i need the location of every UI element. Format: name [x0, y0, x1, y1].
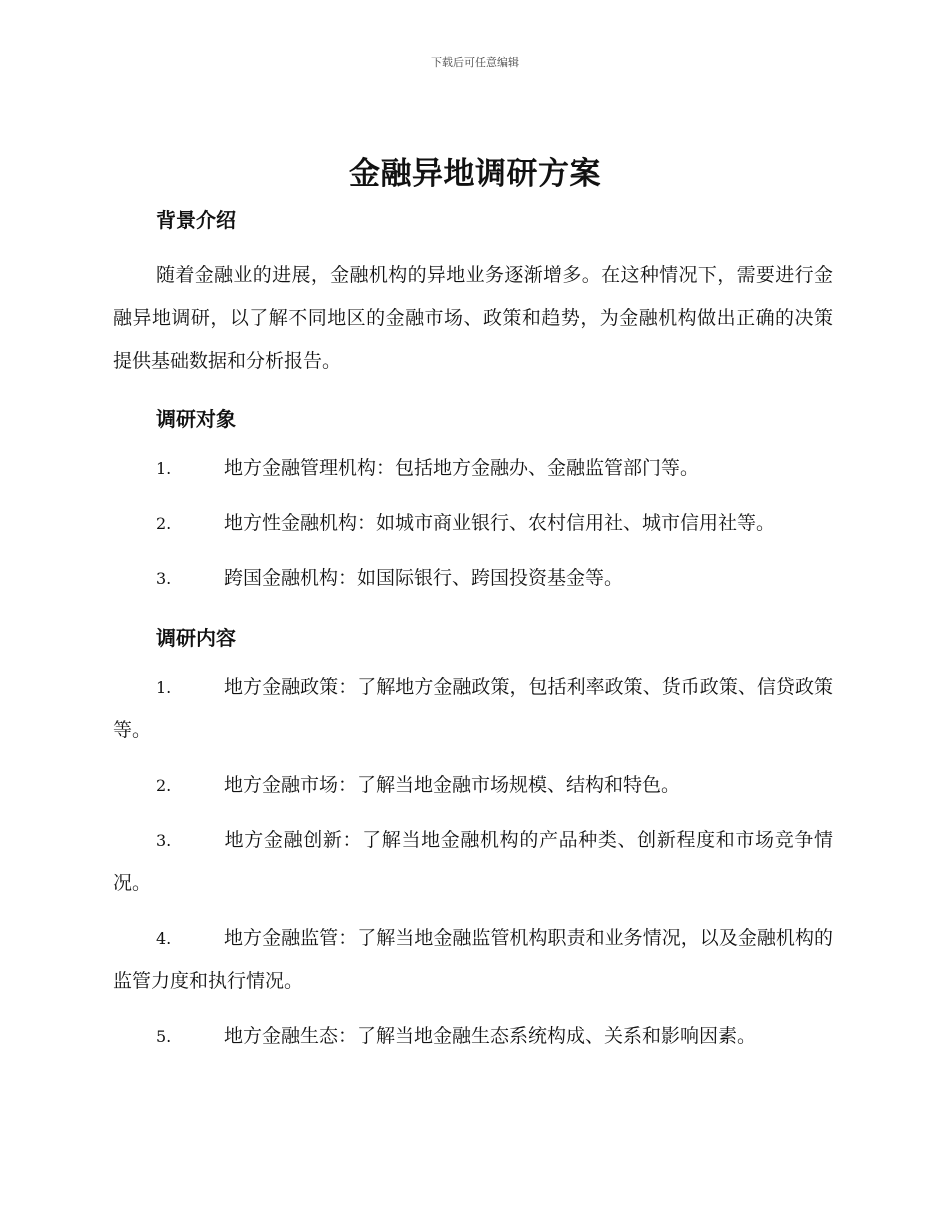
list-item-number: 1. — [156, 678, 172, 697]
list-item-text: 地方金融创新：了解当地金融机构的产品种类、创新程度和市场竞争情况。 — [113, 829, 833, 894]
list-item — [113, 819, 833, 905]
list-item-number: 2. — [156, 776, 172, 795]
header-note: 下载后可任意编辑 — [431, 56, 519, 69]
list-item-text: 地方金融市场：了解当地金融市场规模、结构和特色。 — [224, 774, 681, 796]
list-item-text: 地方金融监管：了解当地金融监管机构职责和业务情况，以及金融机构的监管力度和执行情况。 — [113, 927, 833, 992]
list-item — [113, 1015, 833, 1058]
background-paragraph: 随着金融业的进展，金融机构的异地业务逐渐增多。在这种情况下，需要进行金融异地调研，以了解不同地区的金融市场、政策和趋势，为金融机构做出正确的决策提供基础数据和分析报告。 — [113, 264, 833, 372]
list-item — [113, 502, 833, 545]
list-item-text: 地方金融生态：了解当地金融生态系统构成、关系和影响因素。 — [224, 1025, 757, 1047]
list-item — [113, 557, 833, 600]
list-item — [113, 666, 833, 752]
list-item-text: 地方性金融机构：如城市商业银行、农村信用社、城市信用社等。 — [224, 512, 776, 534]
list-item-text: 地方金融政策：了解地方金融政策，包括利率政策、货币政策、信贷政策等。 — [113, 676, 833, 741]
list-item-text: 地方金融管理机构：包括地方金融办、金融监管部门等。 — [224, 457, 700, 479]
section-heading-background: 背景介绍 — [156, 208, 236, 232]
list-item-number: 1. — [156, 459, 172, 478]
list-item-number: 5. — [156, 1027, 172, 1046]
section-heading-research-content: 调研内容 — [156, 626, 236, 650]
list-item-number: 3. — [156, 569, 172, 588]
list-item-number: 4. — [156, 929, 172, 948]
research-content-list — [113, 666, 833, 1058]
list-item — [113, 917, 833, 1003]
document-body — [113, 204, 833, 1058]
list-item — [113, 447, 833, 490]
research-targets-list — [113, 447, 833, 600]
list-item-number: 2. — [156, 514, 172, 533]
list-item-text: 跨国金融机构：如国际银行、跨国投资基金等。 — [224, 567, 624, 589]
document-title: 金融异地调研方案 — [349, 156, 601, 192]
list-item-number: 3. — [156, 831, 172, 850]
section-heading-research-targets: 调研对象 — [156, 407, 236, 431]
list-item — [113, 764, 833, 807]
